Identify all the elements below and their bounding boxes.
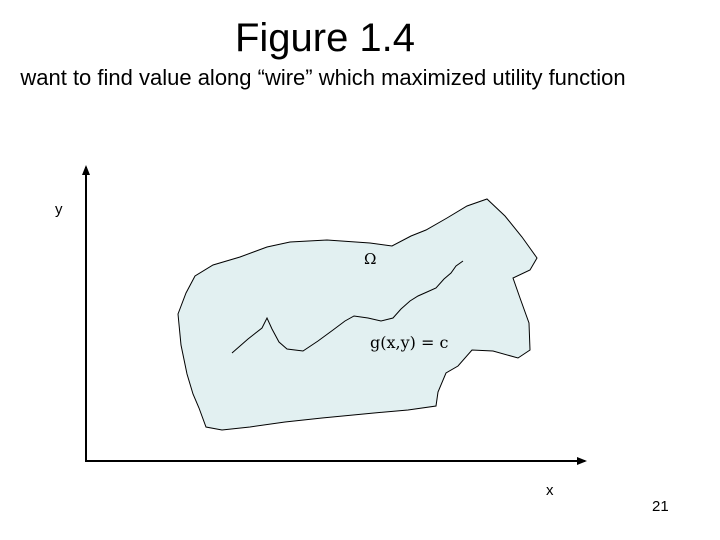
page-number: 21: [652, 498, 669, 515]
x-axis-label: x: [546, 482, 554, 499]
region-omega-label: Ω: [364, 250, 377, 268]
slide-title: Figure 1.4: [234, 16, 416, 60]
slide-subtitle: want to find value along “wire” which maximized utility function: [20, 65, 626, 90]
y-axis-label: y: [55, 201, 63, 218]
feasible-region: [178, 199, 537, 430]
constraint-label: g(x,y) = c: [370, 333, 449, 352]
